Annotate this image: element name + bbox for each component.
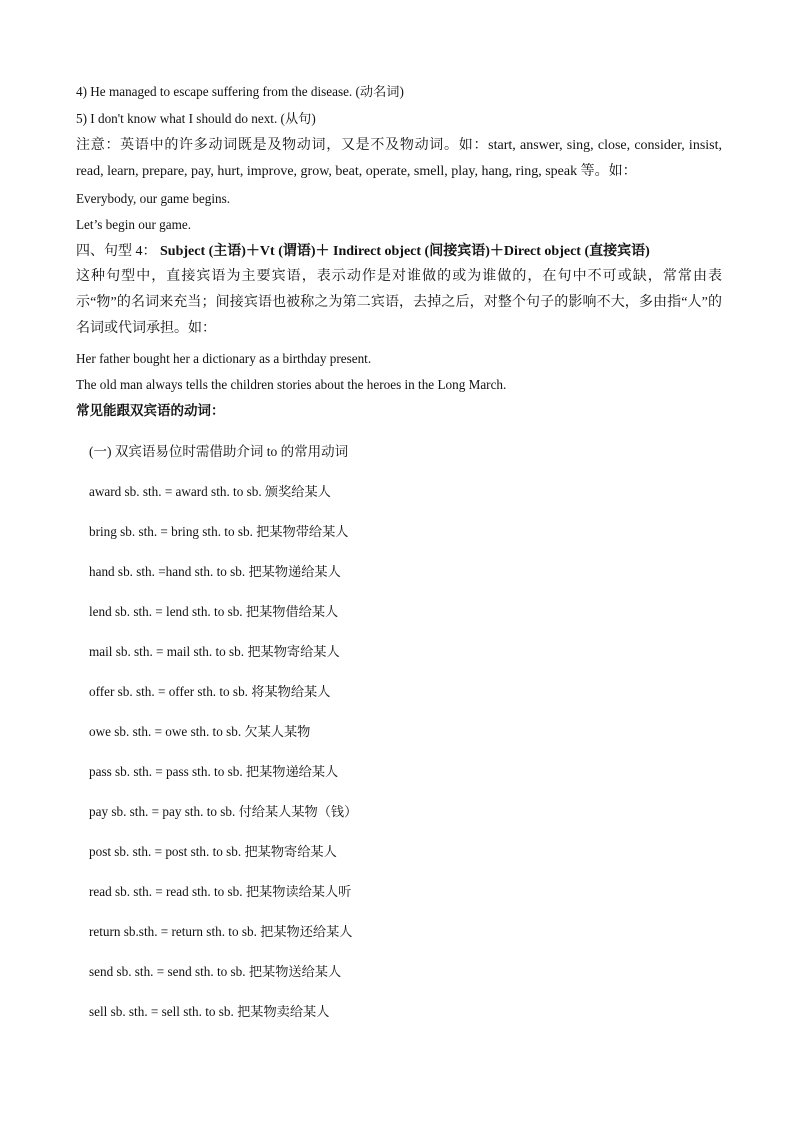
- list-item: return sb.sth. = return sth. to sb. 把某物还给某人: [89, 924, 353, 939]
- list-item: owe sb. sth. = owe sth. to sb. 欠某人某物: [89, 724, 311, 739]
- list-item: bring sb. sth. = bring sth. to sb. 把某物带给某人: [89, 524, 349, 539]
- verb-list: [89, 442, 709, 1042]
- list-item: pass sb. sth. = pass sth. to sb. 把某物递给某人: [89, 764, 339, 779]
- pattern4-heading: [76, 242, 736, 262]
- pattern4-formula: Subject (主语)＋Vt (谓语)＋ Indirect object (间接宾语)＋Direct object (直接宾语): [160, 244, 650, 259]
- example-clause: 5) I don't know what I should do next. (从句): [76, 111, 316, 126]
- pattern4-example-2: The old man always tells the children stories about the heroes in the Long March.: [76, 377, 507, 392]
- example-gerund: 4) He managed to escape suffering from the disease. (动名词): [76, 84, 404, 99]
- list-item: pay sb. sth. = pay sth. to sb. 付给某人某物（钱）: [89, 804, 358, 819]
- list-item: lend sb. sth. = lend sth. to sb. 把某物借给某人: [89, 604, 339, 619]
- note-paragraph: 注意：英语中的许多动词既是及物动词，又是不及物动词。如：start, answer, sing, close, consider, insist, read, learn, prepare, pay, hurt, improve, grow, beat, operate, smell, play, hang, ring, speak 等。如：: [76, 138, 722, 179]
- example-intransitive: Everybody, our game begins.: [76, 191, 231, 206]
- list-item: mail sb. sth. = mail sth. to sb. 把某物寄给某人: [89, 644, 340, 659]
- group1-title: (一) 双宾语易位时需借助介词 to 的常用动词: [89, 444, 349, 459]
- common-verbs-title: 常见能跟双宾语的动词：: [76, 403, 225, 418]
- list-item: award sb. sth. = award sth. to sb. 颁奖给某人: [89, 484, 331, 499]
- example-transitive: Let’s begin our game.: [76, 217, 191, 232]
- list-item: offer sb. sth. = offer sth. to sb. 将某物给某人: [89, 684, 331, 699]
- pattern4-example-1: Her father bought her a dictionary as a birthday present.: [76, 351, 372, 366]
- list-item: send sb. sth. = send sth. to sb. 把某物送给某人: [89, 964, 342, 979]
- list-item: hand sb. sth. =hand sth. to sb. 把某物递给某人: [89, 564, 341, 579]
- pattern4-description: 这种句型中，直接宾语为主要宾语，表示动作是对谁做的或为谁做的，在句中不可或缺，常常由表示“物”的名词来充当；间接宾语也被称之为第二宾语，去掉之后，对整个句子的影响不大，多由指“人”的名词或代词承担。如：: [76, 269, 722, 336]
- list-item: post sb. sth. = post sth. to sb. 把某物寄给某人: [89, 844, 337, 859]
- pattern4-prefix: 四、句型 4：: [76, 244, 157, 259]
- list-item: read sb. sth. = read sth. to sb. 把某物读给某人听: [89, 884, 352, 899]
- list-item: sell sb. sth. = sell sth. to sb. 把某物卖给某人: [89, 1004, 330, 1019]
